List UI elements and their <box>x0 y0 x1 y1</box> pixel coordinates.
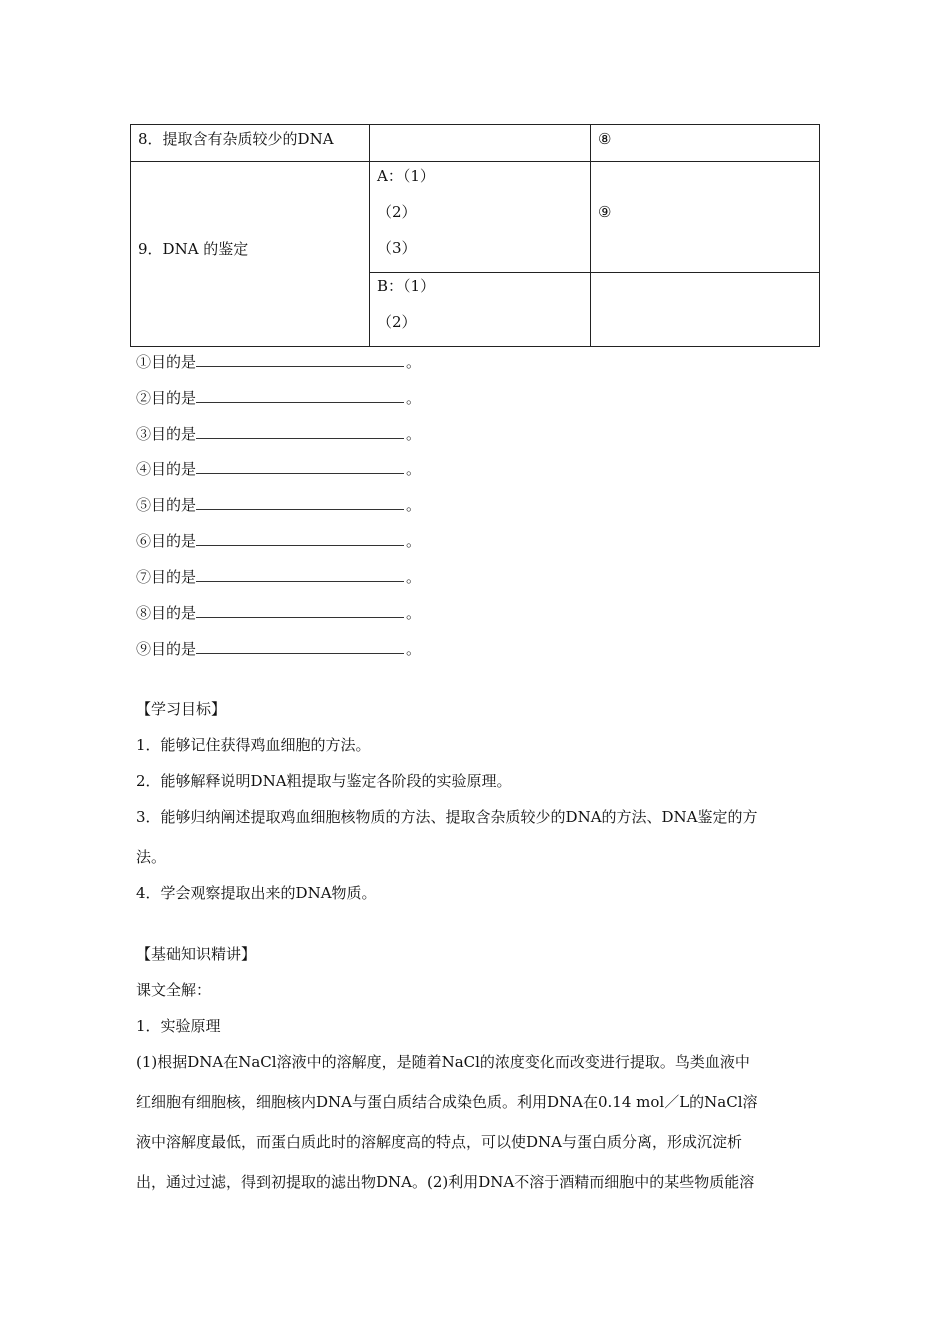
purpose-label: 目的是 <box>151 353 197 371</box>
step-9-label: 9．DNA 的鉴定 <box>138 240 249 258</box>
step-9b-line-1: B：（1） <box>377 277 436 295</box>
mark-8: ⑧ <box>598 130 612 148</box>
purpose-end: 。 <box>406 496 422 514</box>
purpose-end: 。 <box>406 353 422 371</box>
answer-blank[interactable] <box>196 493 404 510</box>
purpose-row <box>136 350 421 372</box>
purpose-label: 目的是 <box>151 389 197 407</box>
purpose-end: 。 <box>406 532 422 550</box>
answer-blank[interactable] <box>196 457 404 474</box>
body-line: (1)根据DNA在NaCl溶液中的溶解度，是随着NaCl的浓度变化而改变进行提取。鸟类血液中 <box>136 1053 750 1071</box>
purpose-row <box>136 493 421 515</box>
step-9b-line-2: （2） <box>377 313 417 331</box>
objective-item: 1．能够记住获得鸡血细胞的方法。 <box>136 736 371 754</box>
purpose-label: 目的是 <box>151 425 197 443</box>
body-line: 液中溶解度最低，而蛋白质此时的溶解度高的特点，可以使DNA与蛋白质分离，形成沉淀析 <box>136 1133 742 1151</box>
purpose-row <box>136 457 421 479</box>
answer-blank[interactable] <box>196 565 404 582</box>
purpose-label: 目的是 <box>151 496 197 514</box>
step-9a-line-3: （3） <box>377 239 417 257</box>
purpose-row <box>136 637 421 659</box>
purpose-number: ① <box>136 353 152 371</box>
purpose-number: ③ <box>136 425 152 443</box>
answer-blank[interactable] <box>196 422 404 439</box>
purpose-number: ④ <box>136 460 152 478</box>
purpose-label: 目的是 <box>151 460 197 478</box>
answer-blank[interactable] <box>196 350 404 367</box>
procedure-table <box>130 124 820 347</box>
purpose-end: 。 <box>406 460 422 478</box>
answer-blank[interactable] <box>196 386 404 403</box>
purpose-end: 。 <box>406 425 422 443</box>
section-title: 1．实验原理 <box>136 1017 221 1035</box>
answer-blank[interactable] <box>196 529 404 546</box>
body-line: 出，通过过滤，得到初提取的滤出物DNA。(2)利用DNA不溶于酒精而细胞中的某些物质能溶 <box>136 1173 755 1191</box>
objective-item-continued: 法。 <box>136 848 167 866</box>
purpose-end: 。 <box>406 640 422 658</box>
purpose-end: 。 <box>406 389 422 407</box>
purpose-row <box>136 422 421 444</box>
purpose-end: 。 <box>406 568 422 586</box>
answer-blank[interactable] <box>196 637 404 654</box>
objective-item: 3．能够归纳阐述提取鸡血细胞核物质的方法、提取含杂质较少的DNA的方法、DNA鉴定的方 <box>136 808 758 826</box>
mark-9: ⑨ <box>598 203 612 221</box>
step-9a-line-2: （2） <box>377 203 417 221</box>
purpose-label: 目的是 <box>151 640 197 658</box>
purpose-label: 目的是 <box>151 532 197 550</box>
purpose-number: ② <box>136 389 152 407</box>
purpose-label: 目的是 <box>151 568 197 586</box>
purpose-row <box>136 601 421 623</box>
purpose-row <box>136 529 421 551</box>
step-9a-line-1: A：（1） <box>377 167 435 185</box>
body-line: 红细胞有细胞核，细胞核内DNA与蛋白质结合成染色质。利用DNA在0.14 mol／L的NaCl溶 <box>136 1093 758 1111</box>
objective-item: 2．能够解释说明DNA粗提取与鉴定各阶段的实验原理。 <box>136 772 512 790</box>
purpose-number: ⑦ <box>136 568 152 586</box>
answer-blank[interactable] <box>196 601 404 618</box>
step-8-label: 8．提取含有杂质较少的DNA <box>138 130 334 148</box>
basics-subheading: 课文全解： <box>136 981 212 999</box>
purpose-number: ⑤ <box>136 496 152 514</box>
purpose-number: ⑨ <box>136 640 152 658</box>
basics-heading: 【基础知识精讲】 <box>136 945 257 963</box>
objective-item: 4．学会观察提取出来的DNA物质。 <box>136 884 377 902</box>
purpose-number: ⑥ <box>136 532 152 550</box>
purpose-label: 目的是 <box>151 604 197 622</box>
objectives-heading: 【学习目标】 <box>136 700 227 718</box>
purpose-number: ⑧ <box>136 604 152 622</box>
purpose-end: 。 <box>406 604 422 622</box>
purpose-row <box>136 386 421 408</box>
purpose-row <box>136 565 421 587</box>
